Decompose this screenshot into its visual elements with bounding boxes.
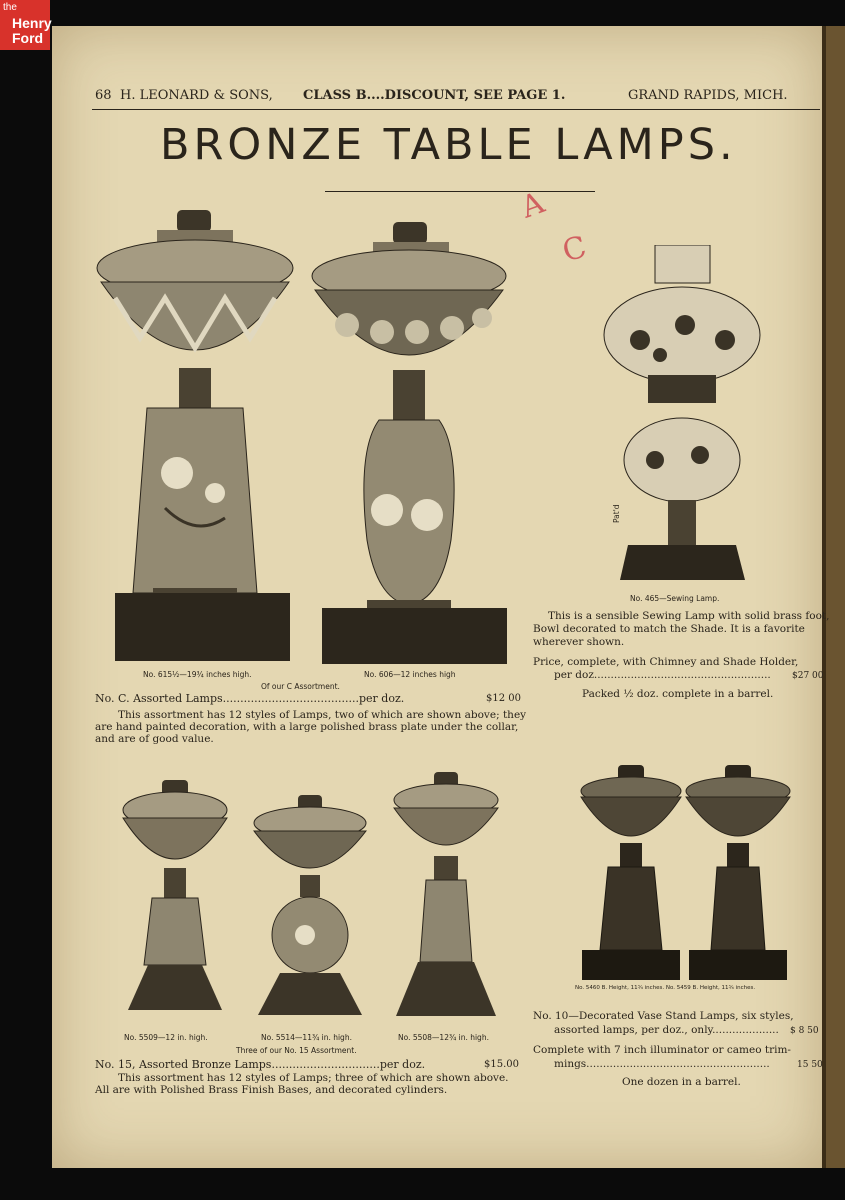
section-15-price: $15.00 xyxy=(484,1059,519,1070)
section-10-barrel: One dozen in a barrel. xyxy=(622,1076,741,1088)
sewing-lamp-caption: No. 465—Sewing Lamp. xyxy=(630,594,720,603)
handwritten-mark-c: C xyxy=(558,229,591,270)
section-10-line-2: assorted lamps, per doz., only.................... xyxy=(554,1024,779,1036)
section-c-price: $12 00 xyxy=(486,693,521,704)
section-c-subcaption: Of our C Assortment. xyxy=(261,682,340,691)
section-10-caption: No. 5460 B. Height, 11¾ inches. No. 5459 B. Height, 11¾ inches. xyxy=(575,985,756,991)
sewing-lamp-side-label: Pat'd xyxy=(612,504,621,523)
lamp-615-caption: No. 615½—19¾ inches high. xyxy=(143,670,252,679)
section-15-subcaption: Three of our No. 15 Assortment. xyxy=(236,1046,357,1055)
sewing-price-value: $27 00 xyxy=(792,671,824,681)
page-number: 68 xyxy=(95,88,112,103)
lamp-5508-caption: No. 5508—12¾ in. high. xyxy=(398,1033,489,1042)
sewing-price-line-2: per doz..................................................... xyxy=(554,669,771,681)
sewing-desc-1: This is a sensible Sewing Lamp with solid brass foot, xyxy=(548,610,830,622)
sewing-lamp-illustration xyxy=(600,245,765,585)
section-10-price-2: 15 50 xyxy=(797,1060,823,1070)
sewing-desc-2: Bowl decorated to match the Shade. It is a favorite xyxy=(533,623,805,635)
lamp-606-caption: No. 606—12 inches high xyxy=(364,670,456,679)
logo-henry: Henry xyxy=(12,15,52,31)
lamp-5459b-illustration xyxy=(683,765,793,983)
lamp-5509-caption: No. 5509—12 in. high. xyxy=(124,1033,208,1042)
header-rule xyxy=(92,109,820,110)
logo-the: the xyxy=(3,2,17,13)
section-15-desc-1: This assortment has 12 styles of Lamps; three of which are shown above. xyxy=(118,1072,509,1084)
page-title: BRONZE TABLE LAMPS. xyxy=(160,120,737,170)
section-15-price-line: No. 15, Assorted Bronze Lamps...............................per doz. xyxy=(95,1058,426,1071)
title-rule xyxy=(325,191,595,192)
class-note: CLASS B....DISCOUNT, SEE PAGE 1. xyxy=(303,88,566,103)
lamp-606-illustration xyxy=(307,220,512,665)
section-c-desc-3: and are of good value. xyxy=(95,733,214,745)
lamp-615-illustration xyxy=(95,208,295,664)
section-10-price-1: $ 8 50 xyxy=(790,1026,819,1036)
section-10-line-3: Complete with 7 inch illuminator or cameo trim- xyxy=(533,1044,791,1056)
sewing-price-line-1: Price, complete, with Chimney and Shade Holder, xyxy=(533,656,799,668)
section-c-desc-1: This assortment has 12 styles of Lamps, two of which are shown above; they xyxy=(118,709,527,721)
lamp-5514-caption: No. 5514—11¾ in. high. xyxy=(261,1033,352,1042)
section-10-line-4: mings....................................................... xyxy=(554,1058,770,1070)
handwritten-mark-a: A xyxy=(516,185,550,226)
section-10-line-1: No. 10—Decorated Vase Stand Lamps, six styles, xyxy=(533,1010,794,1022)
sewing-packed: Packed ½ doz. complete in a barrel. xyxy=(582,688,774,700)
logo-ford: Ford xyxy=(12,30,44,46)
lamp-5508-illustration xyxy=(390,772,502,1020)
henry-ford-logo xyxy=(0,0,50,50)
sewing-desc-3: wherever shown. xyxy=(533,636,625,648)
section-15-desc-2: All are with Polished Brass Finish Bases, and decorated cylinders. xyxy=(95,1084,448,1096)
city: GRAND RAPIDS, MICH. xyxy=(628,88,788,103)
company-name: H. LEONARD & SONS, xyxy=(120,88,273,103)
lamp-5460b-illustration xyxy=(578,765,683,983)
section-c-desc-2: are hand painted decoration, with a large polished brass plate under the collar, xyxy=(95,721,519,733)
lamp-5514-illustration xyxy=(250,795,370,1020)
page-spine-edge xyxy=(822,26,826,1168)
section-c-price-line: No. C. Assorted Lamps.......................................per doz. xyxy=(95,692,405,705)
lamp-5509-illustration xyxy=(118,780,233,1018)
